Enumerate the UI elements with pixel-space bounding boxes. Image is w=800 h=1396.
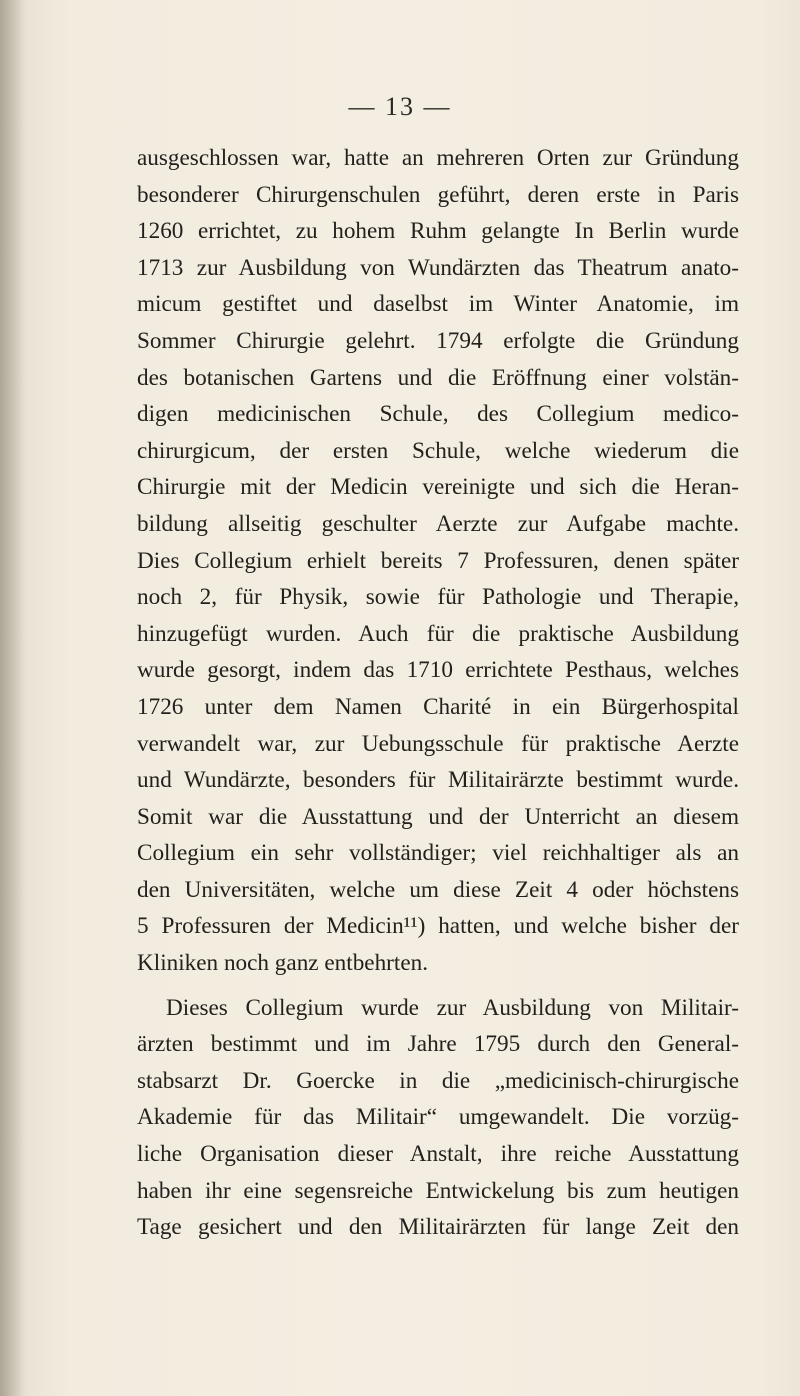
- text-line: ausgeschlossen war, hatte an mehreren Orten zur Gründung: [137, 145, 739, 171]
- text-line: hinzugefügt wurden. Auch für die praktische Ausbildung: [137, 620, 739, 647]
- text-line: besonderer Chirurgenschulen geführt, deren erste in Paris: [137, 181, 739, 208]
- text-line: digen medicinischen Schule, des Collegium medico-: [137, 401, 739, 428]
- text-line: Tage gesichert und den Militairärzten für lange Zeit den: [137, 1214, 739, 1241]
- text-line: wurde gesorgt, indem das 1710 errichtete Pesthaus, welches: [137, 657, 739, 684]
- text-line: stabsarzt Dr. Goercke in die „medicinisch-chirurgische: [137, 1067, 739, 1094]
- text-line: Kliniken noch ganz entbehrten.: [137, 950, 429, 977]
- text-line: Dieses Collegium wurde zur Ausbildung von Militair-: [166, 994, 739, 1021]
- paragraph-gap: [137, 982, 739, 990]
- body-text: [137, 140, 739, 1246]
- text-line: liche Organisation dieser Anstalt, ihre reiche Ausstattung: [137, 1141, 739, 1168]
- text-line: 1260 errichtet, zu hohem Ruhm gelangte In Berlin wurde: [137, 218, 739, 245]
- text-line: bildung allseitig geschulter Aerzte zur Aufgabe machte.: [137, 510, 739, 537]
- paragraph-2: [137, 990, 739, 1246]
- text-line: Dies Collegium erhielt bereits 7 Professuren, denen später: [137, 547, 739, 574]
- text-line: 1713 zur Ausbildung von Wundärzten das Theatrum anato-: [137, 254, 739, 281]
- text-line: den Universitäten, welche um diese Zeit 4 oder höchstens: [137, 876, 739, 903]
- text-line: micum gestiftet und daselbst im Winter Anatomie, im: [137, 291, 739, 318]
- text-line: chirurgicum, der ersten Schule, welche wiederum die: [137, 437, 739, 464]
- text-line: und Wundärzte, besonders für Militairärzte bestimmt wurde.: [137, 767, 739, 794]
- text-line: Somit war die Ausstattung und der Unterricht an diesem: [137, 803, 739, 830]
- text-line: 5 Professuren der Medicin¹¹) hatten, und welche bisher der: [137, 913, 739, 940]
- text-line: 1726 unter dem Namen Charité in ein Bürgerhospital: [137, 693, 739, 720]
- text-line: ärzten bestimmt und im Jahre 1795 durch den General-: [137, 1031, 739, 1058]
- text-line: des botanischen Gartens und die Eröffnung einer volstän-: [137, 364, 739, 391]
- binding-shadow: [0, 0, 26, 1396]
- text-line: Collegium ein sehr vollständiger; viel reichhaltiger als an: [137, 840, 739, 867]
- text-line: haben ihr eine segensreiche Entwickelung bis zum heutigen: [137, 1177, 739, 1204]
- text-line: verwandelt war, zur Uebungsschule für praktische Aerzte: [137, 730, 739, 757]
- page-number: — 13 —: [348, 92, 452, 121]
- paragraph-1: [137, 140, 739, 982]
- text-line: Akademie für das Militair“ umgewandelt. Die vorzüg-: [137, 1104, 739, 1131]
- text-line: noch 2, für Physik, sowie für Pathologie und Therapie,: [137, 584, 739, 611]
- text-line: Chirurgie mit der Medicin vereinigte und sich die Heran-: [137, 474, 739, 501]
- text-line: Sommer Chirurgie gelehrt. 1794 erfolgte die Gründung: [137, 327, 739, 354]
